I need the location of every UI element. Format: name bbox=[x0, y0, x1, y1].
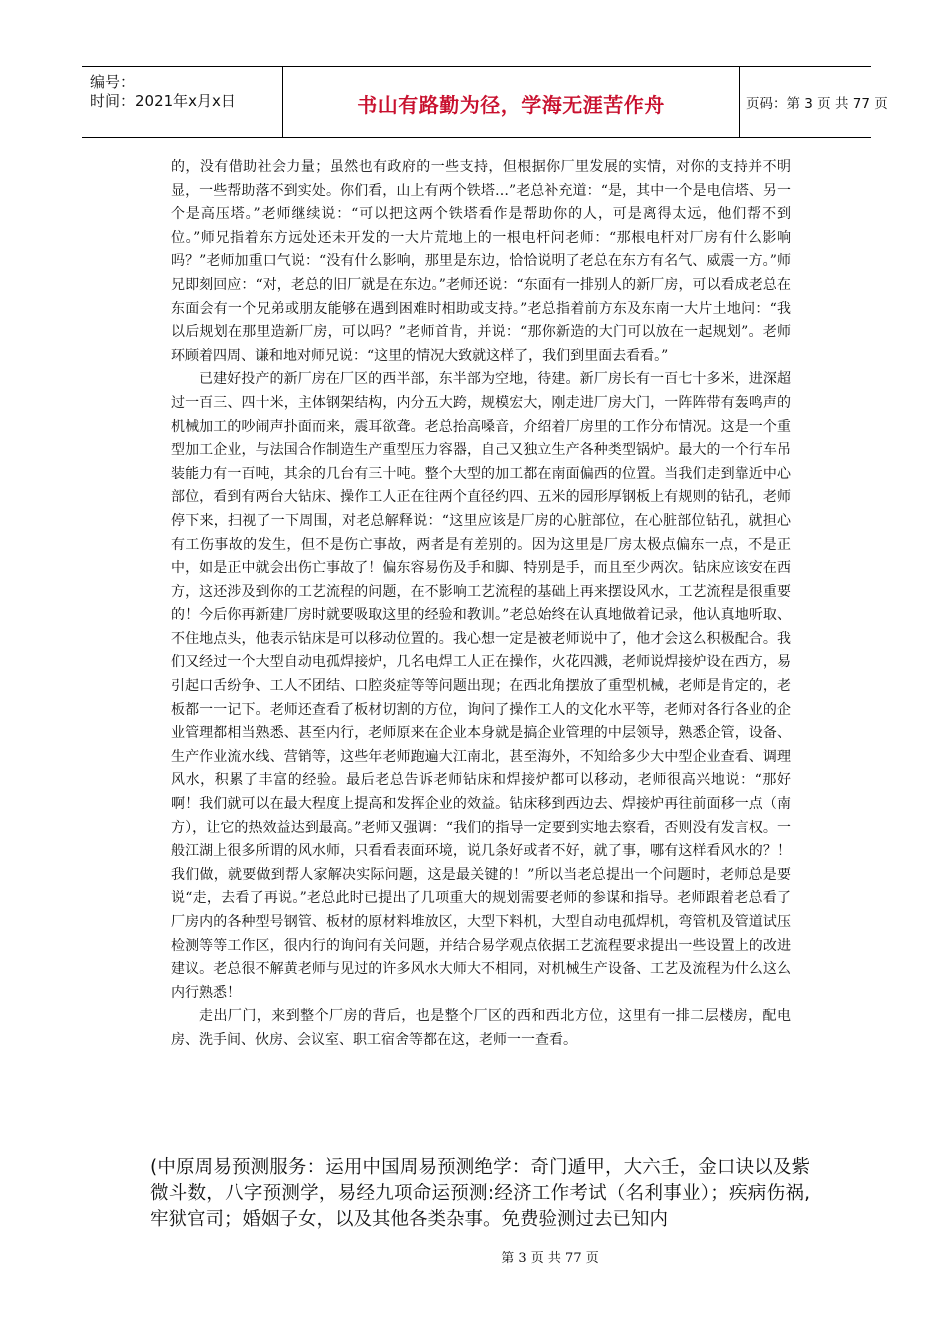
number-label: 编号： bbox=[90, 73, 136, 91]
motto-text: 书山有路勤为径，学海无涯苦作舟 bbox=[357, 93, 665, 117]
page-header bbox=[82, 66, 888, 138]
paragraph-1: 的，没有借助社会力量；虽然也有政府的一些支持，但根据你厂里发展的实情，对你的支持并不明显，一些帮助落不到实处。你们看，山上有两个铁塔…”老总补充道：“是，其中一个是电信塔、另一个是高压塔。”老师继续说：“可以把这两个铁塔看作是帮助你的人，可是离得太远，他们帮不到位。”师兄指着东方远处还未开发的一大片荒地上的一根电杆问老师：“那根电杆对厂房有什么影响吗？”老师加重口气说：“没有什么影响，那里是东边，恰恰说明了老总在东方有名气、威震一方。”师兄即刻回应：“对，老总的旧厂就是在东边。”老师还说：“东面有一排别人的新厂房，可以看成老总在东面会有一个兄弟或朋友能够在遇到困难时相助或支持。”老总指着前方东及东南一大片土地问：“我以后规划在那里造新厂房，可以吗？”老师首肯，并说：“那你新造的大门可以放在一起规划”。老师环顾着四周、谦和地对师兄说：“这里的情况大致就这样了，我们到里面去看看。” bbox=[171, 159, 791, 364]
paragraph-2: 已建好投产的新厂房在厂区的西半部，东半部为空地，待建。新厂房长有一百七十多米，进深超过一百三、四十米，主体钢架结构，内分五大跨，规模宏大，刚走进厂房大门，一阵阵带有轰鸣声的机械加工的吵闹声扑面而来，震耳欲聋。老总抬高嗓音，介绍着厂房里的工作分布情况。这是一个重型加工企业，与法国合作制造生产重型压力容器，自己又独立生产各种类型锅炉。最大的一个行车吊装能力有一百吨，其余的几台有三十吨。整个大型的加工都在南面偏西的位置。当我们走到靠近中心部位，看到有两台大钻床、操作工人正在往两个直径约四、五米的园形厚钢板上有规则的钻孔，老师停下来，扫视了一下周围，对老总解释说：“这里应该是厂房的心脏部位，在心脏部位钻孔，就担心有工伤事故的发生，但不是伤亡事故，两者是有差别的。因为这里是厂房太极点偏东一点，不是正中，如是正中就会出伤亡事故了！偏东容易伤及手和脚、特别是手，而且至少两次。钻床应该安在西方，这还涉及到你的工艺流程的问题，在不影响工艺流程的基础上再来摆设风水，工艺流程是很重要的！今后你再新建厂房时就要吸取这里的经验和教训。”老总始终在认真地做着记录，他认真地听取、不住地点头，他表示钻床是可以移动位置的。我心想一定是被老师说中了，他才会这么积极配合。我们又经过一个大型自动电孤焊接炉，几名电焊工人正在操作，火花四溅，老师说焊接炉设在西方，易引起口舌纷争、工人不团结、口腔炎症等等问题出现；在西北角摆放了重型机械，老师是肯定的，老板都一一记下。老师还查看了板材切割的方位，询问了操作工人的文化水平等，老师对各行各业的企业管理都相当熟悉、甚至内行，老师原来在企业本身就是搞企业管理的中层领导，熟悉企管，设备、生产作业流水线、营销等，这些年老师跑遍大江南北，甚至海外，不知给多少大中型企业查看、调理风水，积累了丰富的经验。最后老总告诉老师钻床和焊接炉都可以移动，老师很高兴地说：“那好啊！我们就可以在最大程度上提高和发挥企业的效益。钻床移到西边去、焊接炉再往前面移一点（南方），让它的热效益达到最高。”老师又强调：“我们的指导一定要到实地去察看，否则没有发言权。一般江湖上很多所谓的风水师，只看看表面环境，说几条好或者不好，就了事，哪有这样看风水的？！我们做，就要做到帮人家解决实际问题，这是最关键的！”所以当老总提出一个问题时，老师总是要说“走，去看了再说。”老总此时已提出了几项重大的规划需要老师的参谋和指导。老师跟着老总看了厂房内的各种型号钢管、板材的原材料堆放区，大型下料机，大型自动电孤焊机，弯管机及管道试压检测等等工作区，很内行的询问有关问题，并结合易学观点依据工艺流程要求提出一些设置上的改进建议。老总很不解黄老师与见过的许多风水大师大不相同，对机械生产设备、工艺及流程为什么这么内行熟悉！ bbox=[171, 371, 791, 1001]
paragraph-3: 走出厂门，来到整个厂房的背后，也是整个厂区的西和西北方位，这里有一排二层楼房，配电房、洗手间、伙房、会议室、职工宿舍等都在这，老师一一查看。 bbox=[171, 1008, 791, 1048]
header-page-cell bbox=[740, 67, 888, 137]
header-motto-cell bbox=[282, 67, 740, 137]
page-indicator: 页码：第 3 页 共 77 页 bbox=[746, 96, 888, 112]
header-meta bbox=[82, 67, 282, 137]
article-body bbox=[171, 156, 791, 1053]
footer-page-number: 第 3 页 共 77 页 bbox=[501, 1251, 599, 1266]
page-footer bbox=[0, 1247, 950, 1266]
promo-text: (中原周易预测服务：运用中国周易预测绝学：奇门遁甲，大六壬，金口诀以及紫微斗数，八字预测学，易经九项命运预测:经济工作考试（名利事业）；疾病伤祸,牢狱官司；婚姻子女，以及其他各类杂事。免费验测过去已知内 bbox=[150, 1157, 810, 1230]
time-label: 时间：2021年x月x日 bbox=[90, 92, 236, 110]
